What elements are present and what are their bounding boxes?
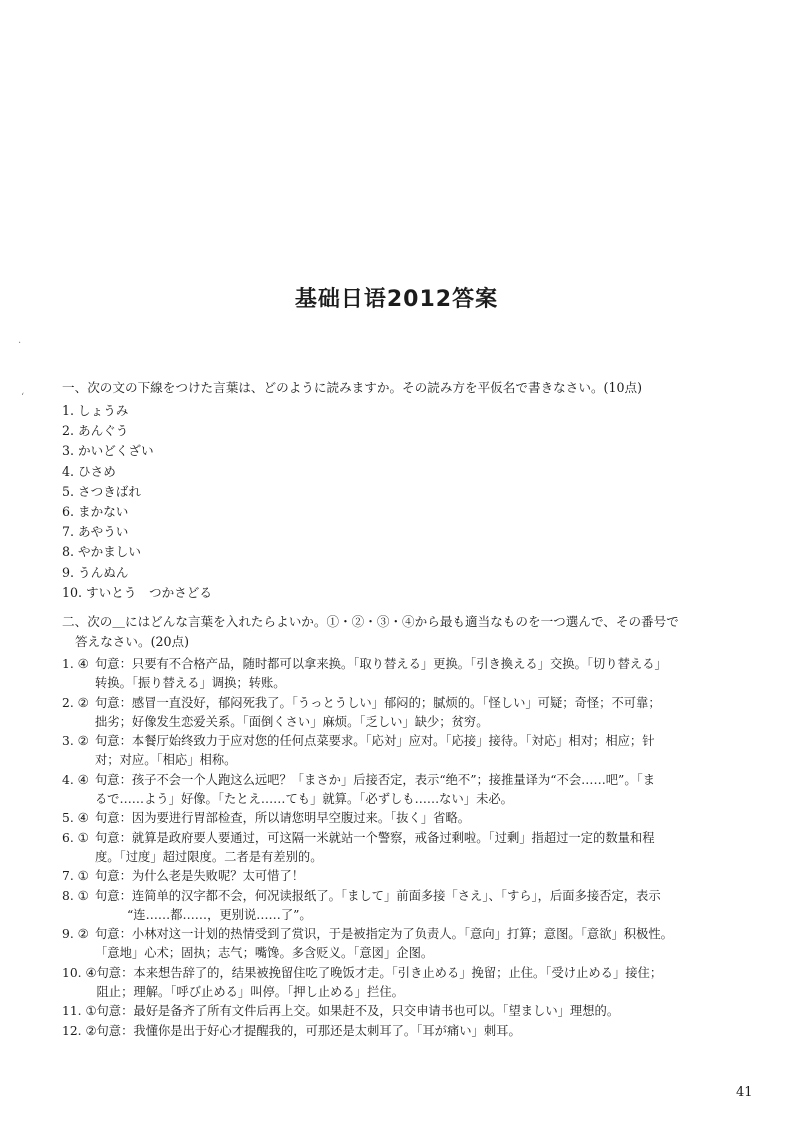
answer-number: 1. ④ xyxy=(62,657,89,671)
answer-item: 5. さつきばれ xyxy=(62,483,141,499)
scan-speck: ‘ xyxy=(21,392,25,403)
page-title: 基础日语2012答案 xyxy=(294,287,499,312)
section-1-answer-list xyxy=(62,401,742,603)
answer-item xyxy=(62,829,728,868)
explanation-line: 句意：最好是备齐了所有文件后再上交。如果赶不及，只交申请书也可以。「望ましい」理想的。 xyxy=(96,1004,620,1019)
answer-number: 10. ④ xyxy=(62,965,97,980)
answer-number: 2. ② xyxy=(62,695,89,710)
answer-item xyxy=(62,1002,728,1021)
answer-item xyxy=(62,771,728,810)
answer-item: 8. やかましい xyxy=(62,544,141,560)
explanation-line: 「意地」心术；固执；志气；嘴馋。多含贬义。「意図」企图。 xyxy=(95,946,434,961)
explanation-line: “连……都……，更别说……了”。 xyxy=(127,907,312,922)
section-1 xyxy=(62,378,742,603)
answer-item: 3. かいどくざい xyxy=(62,443,154,459)
answer-item xyxy=(62,694,728,733)
answer-item: 6. まかない xyxy=(62,504,129,520)
section-2-heading: 二、次の＿にはどんな言葉を入れたらよいか。①・②・③・④から最も適当なものを一つ選んで、その番号で xyxy=(62,614,679,629)
answer-item: 10. すいとう つかさどる xyxy=(62,584,212,600)
answer-number: 7. ① xyxy=(62,869,89,884)
explanation-line: 句意：感冒一直没好，郁闷死我了。「うっとうしい」郁闷的；腻烦的。「怪しい」可疑；奇怪；不可靠； xyxy=(95,695,661,710)
answer-number: 8. ① xyxy=(62,888,89,903)
answer-number: 9. ② xyxy=(62,927,89,942)
scan-speck: · xyxy=(18,338,22,349)
explanation-line: 句意：连简单的汉字都不会，何况读报纸了。「まして」前面多接「さえ」、「すら」，后面多接否定，表示 xyxy=(95,888,661,903)
explanation-line: 句意：就算是政府要人要通过，可这隔一米就站一个警察，戒备过剩啦。「过剰」指超过一定的数量和程 xyxy=(95,830,655,845)
explanation-line: 句意：小林对这一计划的热情受到了赏识，于是被指定为了负责人。「意向」打算；意图。「意欲」积极性。 xyxy=(95,927,673,942)
explanation-line: るで……よう」好像。「たとえ……ても」就算。「必ずしも……ない」未必。 xyxy=(95,792,513,807)
answer-item xyxy=(62,925,728,964)
answer-number: 5. ④ xyxy=(62,811,89,826)
answer-number: 3. ② xyxy=(62,734,89,749)
answer-item xyxy=(62,732,728,771)
explanation-line: 句意：只要有不合格产品，随时都可以拿来换。「取り替える」更换。「引き換える」交换。「切り替える」 xyxy=(95,657,667,671)
section-2-answer-list xyxy=(62,655,728,1041)
explanation-line: 拙劣；好像发生恋爱关系。「面倒くさい」麻烦。「乏しい」缺少；贫穷。 xyxy=(95,714,489,729)
explanation-line: 度。「过度」超过限度。二者是有差别的。 xyxy=(95,849,323,864)
answer-item xyxy=(62,887,728,926)
explanation-line: 阻止；理解。「呼び止める」叫停。「押し止める」拦住。 xyxy=(96,985,404,1000)
explanation-line: 句意：因为要进行胃部检查，所以请您明早空腹过来。「抜く」省略。 xyxy=(95,811,471,826)
answer-number: 11. ① xyxy=(62,1004,97,1019)
answer-item xyxy=(62,964,728,1003)
answer-number: 6. ① xyxy=(62,830,89,845)
answer-item xyxy=(62,867,728,886)
answer-item xyxy=(62,809,728,828)
section-1-heading: 一、次の文の下線をつけた言葉は、どのように読みますか。その読み方を平仮名で書きなさい。(10点) xyxy=(62,380,642,395)
explanation-line: 转换。「振り替える」调换；转账。 xyxy=(95,676,286,691)
answer-item: 7. あやうい xyxy=(62,524,129,540)
answer-item xyxy=(62,1022,728,1041)
explanation-line: 句意：我懂你是出于好心才提醒我的，可那还是太刺耳了。「耳が痛い」刺耳。 xyxy=(96,1023,521,1038)
section-2-heading-cont: 答えなさい。(20点) xyxy=(75,634,190,649)
answer-item: 2. あんぐう xyxy=(62,423,129,439)
answer-item: 9. うんぬん xyxy=(62,564,129,580)
answer-item xyxy=(62,655,728,694)
section-2 xyxy=(62,612,728,1041)
answer-number: 4. ④ xyxy=(62,772,89,787)
answer-item: 4. ひさめ xyxy=(62,463,116,479)
explanation-line: 句意：本来想告辞了的，结果被挽留住吃了晚饭才走。「引き止める」挽留；止住。「受け止める」接住； xyxy=(96,965,663,980)
explanation-line: 对；对应。「相応」相称。 xyxy=(95,753,237,768)
answer-number: 12. ② xyxy=(62,1023,97,1038)
answer-item: 1. しょうみ xyxy=(62,403,129,418)
explanation-line: 句意：本餐厅始终致力于应对您的任何点菜要求。「応対」应对。「応接」接待。「対応」相对；相应；针 xyxy=(95,734,655,749)
explanation-line: 句意：为什么老是失败呢？太可惜了！ xyxy=(95,869,305,884)
page-number: 41 xyxy=(736,1085,753,1100)
explanation-line: 句意：孩子不会一个人跑这么远吧？「まさか」后接否定，表示“绝不”；接推量译为“不会……吧”。「ま xyxy=(95,772,656,787)
